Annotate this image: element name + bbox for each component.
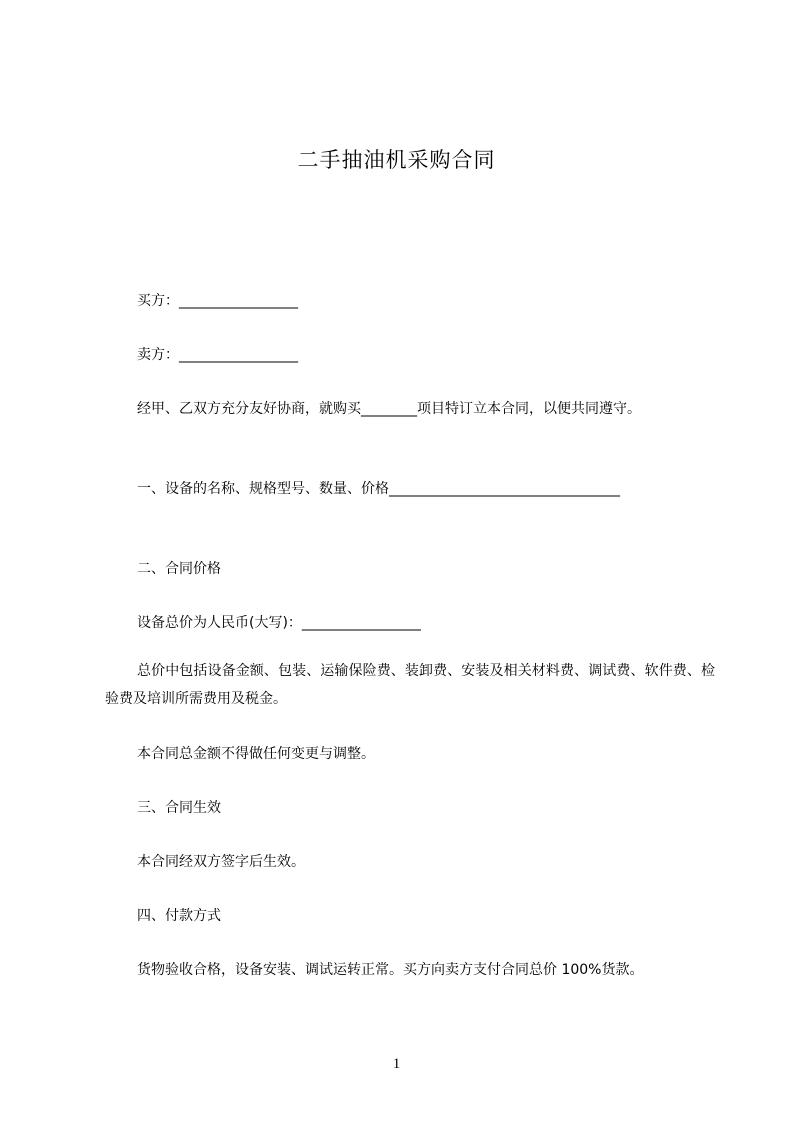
section-3-heading: 三、合同生效 <box>137 800 221 816</box>
document-title: 二手抽油机采购合同 <box>297 148 496 172</box>
price-includes-paragraph: 总价中包括设备金额、包装、运输保险费、装卸费、安装及相关材料费、调试费、软件费、检验费及培训所需费用及税金。 <box>105 663 715 707</box>
page-number: 1 <box>392 1056 401 1072</box>
total-price-line: 设备总价为人民币(大写)：_________________ <box>137 615 421 631</box>
buyer-line: 买方：_________________ <box>137 293 298 309</box>
intro-paragraph: 经甲、乙双方充分友好协商，就购买________项目特订立本合同，以便共同遵守。 <box>137 401 641 417</box>
no-change-clause: 本合同总金额不得做任何变更与调整。 <box>137 746 375 762</box>
effective-clause: 本合同经双方签字后生效。 <box>137 854 305 870</box>
section-2-heading: 二、合同价格 <box>137 561 221 577</box>
section-1-equipment: 一、设备的名称、规格型号、数量、价格_________________________________ <box>137 481 620 497</box>
seller-line: 卖方：_________________ <box>137 347 298 363</box>
section-4-heading: 四、付款方式 <box>137 908 221 924</box>
payment-clause: 货物验收合格，设备安装、调试运转正常。买方向卖方支付合同总价 100%货款。 <box>137 962 644 978</box>
